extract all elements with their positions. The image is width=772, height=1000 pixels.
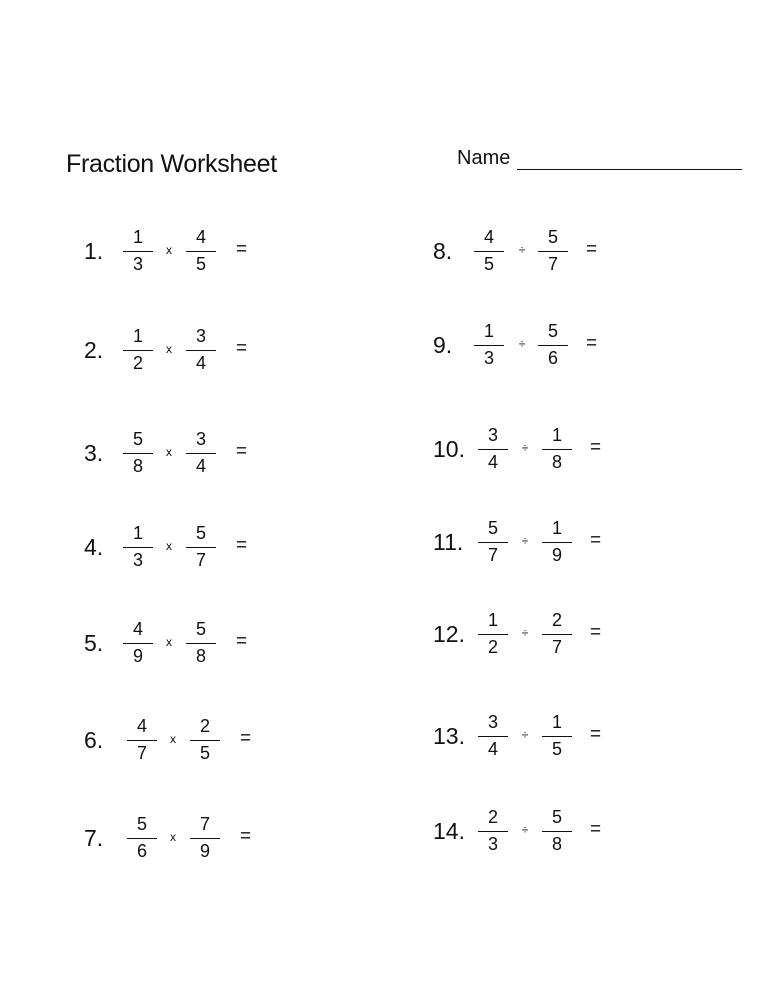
fraction-1: [476, 802, 510, 862]
fraction-bar: [478, 736, 508, 737]
equals-sign: =: [236, 535, 248, 556]
numerator: 5: [195, 619, 206, 639]
denominator: 4: [487, 452, 498, 472]
fraction-1: [121, 222, 155, 282]
multiply-operator: x: [166, 243, 172, 257]
fraction-bar: [542, 449, 572, 450]
denominator: 4: [195, 353, 206, 373]
fraction-bar: [186, 350, 216, 351]
denominator: 5: [551, 739, 562, 759]
numerator: 5: [195, 523, 206, 543]
problem-number: 2.: [84, 337, 104, 363]
denominator: 3: [132, 254, 143, 274]
problem-number: 13.: [433, 723, 465, 749]
divide-operator: ÷: [521, 534, 529, 548]
numerator: 4: [136, 716, 147, 736]
equals-sign: =: [236, 239, 248, 260]
numerator: 2: [551, 610, 562, 630]
equals-sign: =: [236, 338, 248, 359]
denominator: 2: [487, 637, 498, 657]
denominator: 3: [483, 348, 494, 368]
multiply-operator: x: [166, 539, 172, 553]
fraction-bar: [478, 542, 508, 543]
denominator: 8: [551, 834, 562, 854]
denominator: 7: [136, 743, 147, 763]
denominator: 4: [487, 739, 498, 759]
numerator: 1: [132, 227, 143, 247]
fraction-bar: [186, 453, 216, 454]
multiply-operator: x: [166, 445, 172, 459]
page-title: Fraction Worksheet: [66, 150, 277, 178]
fraction-bar: [542, 831, 572, 832]
fraction-bar: [123, 547, 153, 548]
equals-sign: =: [236, 631, 248, 652]
equals-sign: =: [590, 819, 602, 840]
equals-sign: =: [590, 622, 602, 643]
fraction-bar: [123, 453, 153, 454]
multiply-operator: x: [166, 635, 172, 649]
denominator: 4: [195, 456, 206, 476]
fraction-bar: [542, 634, 572, 635]
fraction-1: [121, 518, 155, 578]
fraction-1: [125, 809, 159, 869]
fraction-2: [540, 513, 574, 573]
fraction-bar: [190, 838, 220, 839]
denominator: 3: [132, 550, 143, 570]
numerator: 4: [132, 619, 143, 639]
fraction-bar: [474, 345, 504, 346]
fraction-2: [188, 809, 222, 869]
fraction-1: [476, 420, 510, 480]
divide-operator: ÷: [521, 823, 529, 837]
fraction-bar: [474, 251, 504, 252]
fraction-bar: [542, 736, 572, 737]
problem-number: 4.: [84, 534, 104, 560]
fraction-1: [472, 316, 506, 376]
numerator: 3: [487, 425, 498, 445]
denominator: 5: [199, 743, 210, 763]
fraction-bar: [538, 345, 568, 346]
fraction-2: [184, 614, 218, 674]
problem-number: 5.: [84, 630, 104, 656]
numerator: 5: [132, 429, 143, 449]
numerator: 5: [136, 814, 147, 834]
problem-number: 1.: [84, 238, 104, 264]
numerator: 1: [132, 326, 143, 346]
numerator: 7: [199, 814, 210, 834]
denominator: 8: [551, 452, 562, 472]
numerator: 3: [487, 712, 498, 732]
fraction-2: [188, 711, 222, 771]
problem-number: 11.: [433, 529, 464, 555]
denominator: 6: [547, 348, 558, 368]
fraction-bar: [123, 643, 153, 644]
divide-operator: ÷: [521, 626, 529, 640]
fraction-1: [121, 321, 155, 381]
fraction-2: [540, 605, 574, 665]
fraction-bar: [186, 547, 216, 548]
numerator: 3: [195, 429, 206, 449]
problem-number: 14.: [433, 818, 465, 844]
denominator: 5: [195, 254, 206, 274]
problem-number: 8.: [433, 238, 453, 264]
problem-number: 10.: [433, 436, 465, 462]
fraction-2: [540, 802, 574, 862]
numerator: 1: [551, 518, 562, 538]
multiply-operator: x: [170, 732, 176, 746]
name-field: [457, 146, 747, 176]
fraction-2: [184, 518, 218, 578]
denominator: 8: [195, 646, 206, 666]
denominator: 7: [551, 637, 562, 657]
name-label: Name: [457, 147, 511, 169]
equals-sign: =: [240, 728, 252, 749]
fraction-1: [125, 711, 159, 771]
fraction-bar: [127, 838, 157, 839]
numerator: 5: [487, 518, 498, 538]
numerator: 4: [483, 227, 494, 247]
fraction-2: [184, 424, 218, 484]
denominator: 7: [487, 545, 498, 565]
fraction-2: [540, 707, 574, 767]
divide-operator: ÷: [521, 441, 529, 455]
numerator: 1: [551, 712, 562, 732]
denominator: 9: [132, 646, 143, 666]
fraction-1: [121, 424, 155, 484]
fraction-bar: [478, 634, 508, 635]
fraction-bar: [123, 350, 153, 351]
denominator: 5: [483, 254, 494, 274]
numerator: 1: [483, 321, 494, 341]
fraction-bar: [186, 251, 216, 252]
numerator: 5: [547, 321, 558, 341]
fraction-1: [472, 222, 506, 282]
fraction-bar: [127, 740, 157, 741]
equals-sign: =: [240, 826, 252, 847]
fraction-bar: [186, 643, 216, 644]
equals-sign: =: [586, 239, 598, 260]
numerator: 4: [195, 227, 206, 247]
problem-number: 3.: [84, 440, 104, 466]
numerator: 5: [551, 807, 562, 827]
denominator: 7: [547, 254, 558, 274]
equals-sign: =: [590, 530, 602, 551]
fraction-2: [540, 420, 574, 480]
divide-operator: ÷: [521, 728, 529, 742]
fraction-bar: [478, 449, 508, 450]
problem-number: 12.: [433, 621, 465, 647]
denominator: 3: [487, 834, 498, 854]
fraction-2: [536, 222, 570, 282]
fraction-1: [476, 513, 510, 573]
divide-operator: ÷: [518, 337, 526, 351]
denominator: 9: [199, 841, 210, 861]
denominator: 6: [136, 841, 147, 861]
fraction-bar: [478, 831, 508, 832]
problem-number: 7.: [84, 825, 104, 851]
fraction-bar: [538, 251, 568, 252]
fraction-1: [121, 614, 155, 674]
problem-number: 9.: [433, 332, 453, 358]
numerator: 1: [487, 610, 498, 630]
equals-sign: =: [590, 724, 602, 745]
problem-number: 6.: [84, 727, 104, 753]
fraction-bar: [190, 740, 220, 741]
equals-sign: =: [586, 333, 598, 354]
divide-operator: ÷: [518, 243, 526, 257]
numerator: 1: [551, 425, 562, 445]
denominator: 8: [132, 456, 143, 476]
fraction-bar: [123, 251, 153, 252]
numerator: 2: [199, 716, 210, 736]
multiply-operator: x: [170, 830, 176, 844]
denominator: 7: [195, 550, 206, 570]
denominator: 2: [132, 353, 143, 373]
fraction-1: [476, 707, 510, 767]
fraction-2: [184, 321, 218, 381]
numerator: 1: [132, 523, 143, 543]
fraction-bar: [542, 542, 572, 543]
numerator: 2: [487, 807, 498, 827]
numerator: 5: [547, 227, 558, 247]
numerator: 3: [195, 326, 206, 346]
multiply-operator: x: [166, 342, 172, 356]
equals-sign: =: [590, 437, 602, 458]
denominator: 9: [551, 545, 562, 565]
name-blank-line[interactable]: [517, 169, 742, 170]
fraction-2: [184, 222, 218, 282]
fraction-1: [476, 605, 510, 665]
equals-sign: =: [236, 441, 248, 462]
fraction-2: [536, 316, 570, 376]
